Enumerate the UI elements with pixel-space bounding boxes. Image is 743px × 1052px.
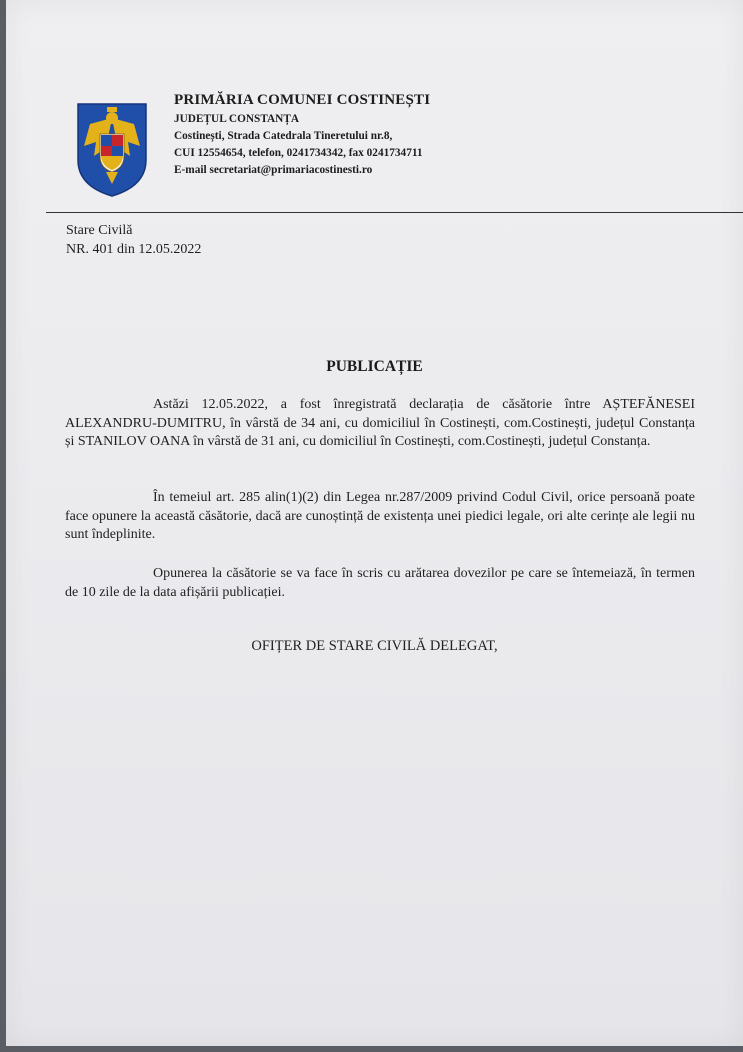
paragraph-text: Opunerea la căsătorie se va face în scris cu arătarea dovezilor pe care se întemeiază, în termen de 10 zile de la data afișării publicației. <box>65 566 695 600</box>
email-line: E-mail secretariat@primariacostinesti.ro <box>174 164 373 176</box>
department-label: Stare Civilă <box>66 223 133 238</box>
document-page <box>6 0 743 1046</box>
romanian-coat-of-arms-icon <box>72 98 152 198</box>
paragraph-opposition <box>65 565 695 602</box>
contact-line: CUI 12554654, telefon, 0241734342, fax 0241734711 <box>174 147 423 159</box>
letterhead <box>174 92 430 180</box>
county-name: JUDEȚUL CONSTANȚA <box>174 113 300 125</box>
registration-block <box>66 221 201 259</box>
document-title: PUBLICAȚIE <box>326 358 423 375</box>
paragraph-legal-basis <box>65 489 695 545</box>
registration-number: NR. 401 din 12.05.2022 <box>66 242 202 257</box>
header-divider <box>46 212 743 213</box>
paragraph-text: În temeiul art. 285 alin(1)(2) din Legea nr.287/2009 privind Codul Civil, orice persoană poate face opunere la această căsătorie, dacă are cunoștință de existența unei piedici legale, ori alte cerințe ale legii nu sunt îndeplinite. <box>65 490 695 542</box>
paragraph-declaration <box>65 396 695 452</box>
address-line: Costinești, Strada Catedrala Tineretului nr.8, <box>174 130 393 142</box>
institution-name: PRIMĂRIA COMUNEI COSTINEȘTI <box>174 92 431 108</box>
paragraph-text: Astăzi 12.05.2022, a fost înregistrată declarația de căsătorie între AȘTEFĂNESEI ALEXANDRU-DUMITRU, în vârstă de 34 ani, cu domiciliul în Costinești, com.Costinești, județul Constanța și STANILOV OANA în vârstă de 31 ani, cu domiciliul în Costinești, com.Costinești, județul Constanța. <box>65 397 695 449</box>
signature-label: OFIȚER DE STARE CIVILĂ DELEGAT, <box>251 638 498 654</box>
